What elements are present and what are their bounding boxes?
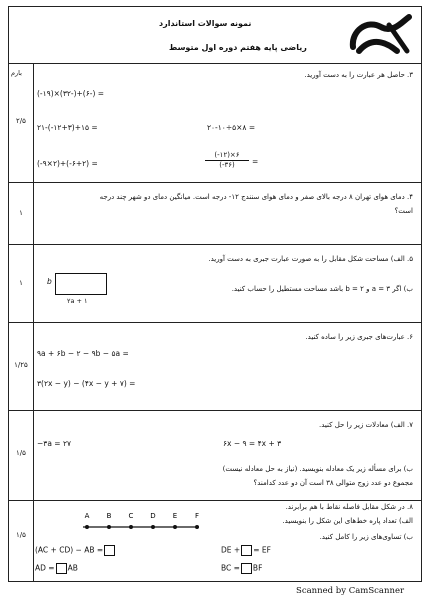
question-5 [9, 245, 421, 323]
prompt-q4-line1: ۴. دمای هوای تهران ۸ درجه بالای صفر و دمای هوای سنندج ۱۲- درجه است. میانگین دمای دو شهر چند درجه [99, 193, 413, 201]
eq-right-1-pre: DE + [221, 545, 241, 555]
prompt-q5: ۵. الف) مساحت شکل مقابل را به صورت عبارت جبری به دست آورید. [208, 255, 413, 263]
point-label-B: B [106, 512, 112, 520]
expr-q3-1: (-۱۹)×(۳۲-)+(۶-) = [37, 89, 105, 98]
answer-box[interactable] [104, 545, 115, 556]
question-4 [9, 183, 421, 245]
question-7 [9, 411, 421, 501]
q8-part-b: ب) تساوی‌های زیر را کامل کنید. [319, 533, 413, 541]
label-2a-plus-1: ۲a + ۱ [67, 297, 88, 305]
q7-part-b-line2: مجموع دو عدد زوج متوالی ۳۸ است آن دو عدد کدامند؟ [253, 479, 413, 487]
point-F [195, 525, 199, 529]
exam-sheet [8, 6, 422, 582]
score-q6: ۱/۲۵ [14, 361, 28, 369]
eq-right-2-post: BF [252, 563, 263, 573]
fraction-q3 [205, 151, 249, 169]
score-q5: ۱ [19, 279, 23, 287]
equation-q7-1: −۳a = ۲۷ [37, 439, 72, 448]
point-label-D: D [150, 512, 156, 520]
q7-part-b-line1: ب) برای مسأله زیر یک معادله بنویسید. (نیاز به حل معادله نیست) [222, 465, 413, 473]
question-6 [9, 323, 421, 411]
prompt-q6: ۶. عبارت‌های جبری زیر را ساده کنید. [305, 333, 413, 341]
point-label-F: F [194, 512, 200, 520]
question-3 [9, 63, 421, 183]
eq-right-1 [221, 545, 271, 556]
point-D [151, 525, 155, 529]
eq-left-1-text: (AC + CD) − AB = [35, 545, 104, 555]
answer-box[interactable] [241, 563, 252, 574]
point-A [85, 525, 89, 529]
answer-box[interactable] [56, 563, 67, 574]
eq-right-2 [221, 563, 262, 574]
header [9, 7, 421, 64]
answer-box[interactable] [241, 545, 252, 556]
eq-left-2-pre: AD = [35, 563, 55, 573]
point-C [129, 525, 133, 529]
score-column-header: بارم [11, 69, 22, 77]
point-label-A: A [84, 512, 90, 520]
segment-figure [77, 509, 207, 535]
prompt-q4-line2: است؟ [394, 207, 413, 215]
eq-left-2-post: AB [67, 563, 78, 573]
score-q7: ۱/۵ [16, 449, 26, 457]
fraction-denominator: (-۳۶) [219, 161, 235, 169]
score-q4: ۱ [19, 209, 23, 217]
point-E [173, 525, 177, 529]
equation-q7-2: ۶x − ۹ = ۴x + ۳ [223, 439, 282, 448]
rectangle-figure [55, 273, 107, 295]
score-q8: ۱/۵ [16, 531, 26, 539]
prompt-q8: ۸. در شکل مقابل فاصله نقاط با هم برابرند. [285, 503, 413, 511]
expr-q3-4: (-۹×۲)+(-۶+۲) = [37, 159, 98, 168]
eq-right-2-pre: BC = [221, 563, 240, 573]
expr-q6-2: ۳(۲x − y) − (۴x − y + ۷) = [37, 379, 136, 388]
point-label-E: E [172, 512, 178, 520]
q5-part-b: ب) اگر a = ۳ و b = ۲ باشد مساحت مستطیل را حساب کنید. [231, 285, 413, 293]
exam-subtitle: ریاضی پایه هفتم دوره اول متوسط [169, 43, 307, 52]
eq-left-1 [35, 545, 116, 556]
eq-right-1-post: = EF [253, 545, 271, 555]
expr-q6-1: ۹a + ۶b − ۲ − ۹b − ۵a = [37, 349, 129, 358]
score-q3: ۲/۵ [16, 117, 26, 125]
expr-q3-2: ۲۱-(-۱۲+۳)+۱۵ = [37, 123, 98, 132]
prompt-q7: ۷. الف) معادلات زیر را حل کنید. [319, 421, 413, 429]
point-B [107, 525, 111, 529]
label-b: b [47, 277, 52, 286]
publisher-logo [345, 11, 417, 57]
fraction-equals: = [252, 157, 259, 166]
question-8 [9, 501, 421, 581]
eq-left-2 [35, 563, 78, 574]
scanner-footer: Scanned by CamScanner [296, 586, 405, 596]
point-label-C: C [128, 512, 134, 520]
q8-part-a: الف) تعداد پاره خط‌های این شکل را بنویسید. [282, 517, 413, 525]
exam-title: نمونه سوالات استاندارد [159, 19, 252, 28]
expr-q3-3: ۲۰-۱۰÷۵×۸ = [207, 123, 256, 132]
prompt-q3: ۳. حاصل هر عبارت را به دست آورید. [304, 71, 413, 79]
fraction-numerator: (-۱۲)×۶ [205, 151, 249, 161]
